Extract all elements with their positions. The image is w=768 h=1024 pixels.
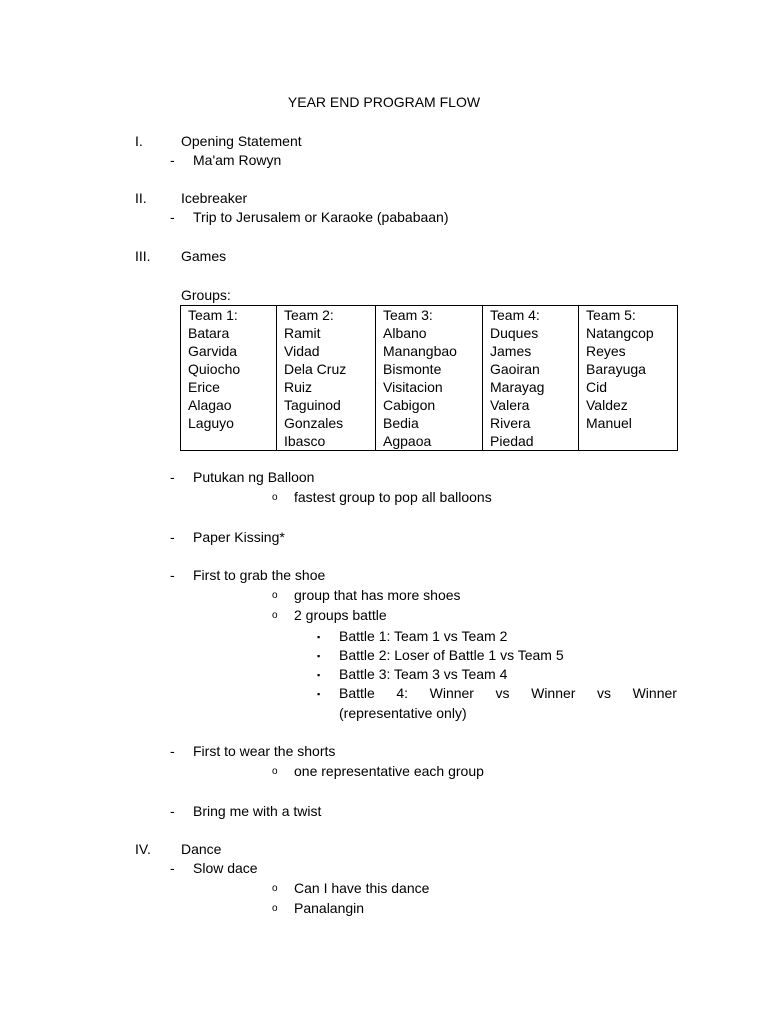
team-member: Bedia <box>383 415 419 431</box>
square-bullet-icon: ▪ <box>317 689 321 699</box>
team-cell-1 <box>181 306 277 451</box>
section-numeral-3: III. <box>135 248 151 264</box>
sub-item: Can I have this dance <box>294 880 430 896</box>
battle-word: vs <box>597 685 612 701</box>
section-numeral-2: II. <box>135 190 147 206</box>
team-cell-5 <box>579 306 678 451</box>
team-member: Vidad <box>284 343 320 359</box>
team-name: Team 5: <box>586 307 636 323</box>
table-row <box>181 306 678 451</box>
document-title: YEAR END PROGRAM FLOW <box>287 94 481 110</box>
circle-bullet-icon: o <box>272 590 278 601</box>
team-member: Cabigon <box>383 397 436 413</box>
section-heading-4: Dance <box>181 841 222 857</box>
team-name: Team 2: <box>284 307 334 323</box>
team-member: Agpaoa <box>383 433 432 449</box>
team-member: Valdez <box>586 397 628 413</box>
team-member: Bismonte <box>383 361 442 377</box>
team-member: Rivera <box>490 415 531 431</box>
circle-bullet-icon: o <box>272 903 278 914</box>
game-balloon: Putukan ng Balloon <box>193 469 315 485</box>
team-member: Piedad <box>490 433 534 449</box>
dash-bullet: - <box>170 529 175 545</box>
game-shoe: First to grab the shoe <box>193 567 326 583</box>
team-member: Visitacion <box>383 379 443 395</box>
circle-bullet-icon: o <box>272 883 278 894</box>
section-heading-1: Opening Statement <box>181 133 302 149</box>
team-member: Cid <box>586 379 608 395</box>
circle-bullet-icon: o <box>272 610 278 621</box>
dash-bullet: - <box>170 469 175 485</box>
dash-bullet: - <box>170 209 175 225</box>
team-member: Manangbao <box>383 343 457 359</box>
team-member: Gaoiran <box>490 361 540 377</box>
section-numeral-4: IV. <box>135 841 151 857</box>
groups-label: Groups: <box>181 287 231 303</box>
square-bullet-icon: ▪ <box>317 651 321 661</box>
team-member: Barayuga <box>586 361 646 377</box>
list-item: Ma'am Rowyn <box>193 152 282 168</box>
team-member: Valera <box>490 397 530 413</box>
section-heading-2: Icebreaker <box>181 190 248 206</box>
team-member: Duques <box>490 325 539 341</box>
battle-word: 4: <box>396 685 409 701</box>
battle-item: Battle 3: Team 3 vs Team 4 <box>339 666 508 682</box>
sub-item: 2 groups battle <box>294 607 387 623</box>
team-name: Team 4: <box>490 307 540 323</box>
team-member: Albano <box>383 325 427 341</box>
battle-word: Winner <box>429 685 474 701</box>
team-member: Taguinod <box>284 397 341 413</box>
team-member: Ramit <box>284 325 321 341</box>
battle-word: Winner <box>632 685 677 701</box>
dash-bullet: - <box>170 152 175 168</box>
team-cell-2 <box>277 306 376 451</box>
team-member: Natangcop <box>586 325 654 341</box>
battle-item-4-continuation: (representative only) <box>339 705 467 721</box>
dance-item: Slow dace <box>193 860 258 876</box>
battle-item: Battle 2: Loser of Battle 1 vs Team 5 <box>339 647 564 663</box>
team-member: Marayag <box>490 379 545 395</box>
team-member: Gonzales <box>284 415 344 431</box>
dash-bullet: - <box>170 567 175 583</box>
team-member: Quiocho <box>188 361 241 377</box>
team-member: Laguyo <box>188 415 234 431</box>
team-member: Ruiz <box>284 379 313 395</box>
sub-item: fastest group to pop all balloons <box>294 489 492 505</box>
dash-bullet: - <box>170 860 175 876</box>
team-member: Reyes <box>586 343 626 359</box>
list-item: Trip to Jerusalem or Karaoke (pababaan) <box>193 209 449 225</box>
team-name: Team 3: <box>383 307 433 323</box>
sub-item: Panalangin <box>294 900 365 916</box>
team-cell-3 <box>376 306 483 451</box>
groups-table <box>180 305 678 451</box>
team-member: Dela Cruz <box>284 361 347 377</box>
square-bullet-icon: ▪ <box>317 670 321 680</box>
team-member: Erice <box>188 379 220 395</box>
battle-item: Battle 1: Team 1 vs Team 2 <box>339 628 508 644</box>
section-numeral-1: I. <box>135 133 143 149</box>
team-member: James <box>490 343 532 359</box>
battle-item-4 <box>339 684 677 702</box>
team-cell-4 <box>483 306 579 451</box>
sub-item: group that has more shoes <box>294 587 461 603</box>
team-member: Ibasco <box>284 433 326 449</box>
battle-word: Winner <box>531 685 576 701</box>
square-bullet-icon: ▪ <box>317 632 321 642</box>
circle-bullet-icon: o <box>272 492 278 503</box>
dash-bullet: - <box>170 743 175 759</box>
team-member: Batara <box>188 325 230 341</box>
circle-bullet-icon: o <box>272 766 278 777</box>
sub-item: one representative each group <box>294 763 484 779</box>
team-member: Alagao <box>188 397 232 413</box>
team-member: Garvida <box>188 343 238 359</box>
dash-bullet: - <box>170 803 175 819</box>
game-paper-kissing: Paper Kissing* <box>193 529 285 545</box>
section-heading-3: Games <box>181 248 227 264</box>
game-shorts: First to wear the shorts <box>193 743 336 759</box>
team-name: Team 1: <box>188 307 238 323</box>
game-twist: Bring me with a twist <box>193 803 322 819</box>
team-member: Manuel <box>586 415 632 431</box>
battle-word: Battle <box>339 685 375 701</box>
battle-word: vs <box>495 685 510 701</box>
